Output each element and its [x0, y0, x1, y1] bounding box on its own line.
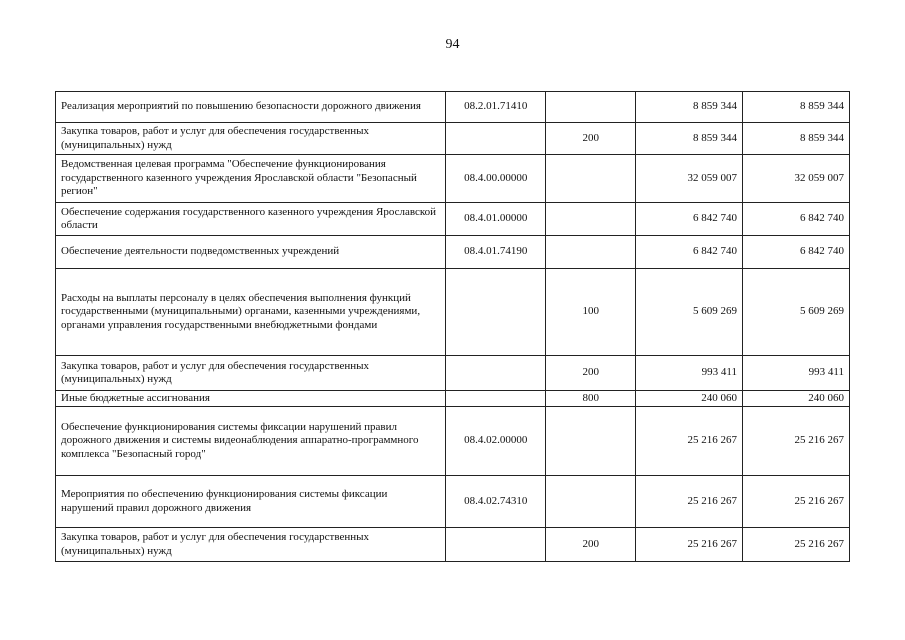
row-code-cell: [445, 269, 545, 356]
table-row: [56, 476, 850, 528]
row-name-cell: Обеспечение функционирования системы фиксации нарушений правил дорожного движения и системы видеонаблюдения аппаратно-программного комплекса "Безопасный город": [56, 407, 446, 476]
row-code-cell: 08.4.02.74310: [445, 476, 545, 528]
row-name-cell: Иные бюджетные ассигнования: [56, 391, 446, 407]
row-name-cell: Реализация мероприятий по повышению безопасности дорожного движения: [56, 92, 446, 123]
row-type-cell: 200: [546, 123, 636, 155]
row-type-cell: [546, 155, 636, 203]
row-type-cell: [546, 407, 636, 476]
table-row: [56, 155, 850, 203]
table-row: [56, 236, 850, 269]
row-amount-1-cell: 32 059 007: [636, 155, 743, 203]
row-name-cell: Закупка товаров, работ и услуг для обеспечения государственных (муниципальных) нужд: [56, 528, 446, 562]
table-row: [56, 203, 850, 236]
row-type-cell: [546, 203, 636, 236]
row-code-cell: 08.4.01.74190: [445, 236, 545, 269]
row-amount-1-cell: 240 060: [636, 391, 743, 407]
row-amount-2-cell: 25 216 267: [743, 407, 850, 476]
table-row: [56, 407, 850, 476]
table-row: [56, 92, 850, 123]
budget-table: [55, 91, 850, 562]
row-amount-2-cell: 25 216 267: [743, 528, 850, 562]
row-amount-2-cell: 8 859 344: [743, 92, 850, 123]
row-code-cell: 08.2.01.71410: [445, 92, 545, 123]
row-amount-1-cell: 8 859 344: [636, 123, 743, 155]
row-amount-2-cell: 993 411: [743, 356, 850, 391]
row-code-cell: 08.4.01.00000: [445, 203, 545, 236]
row-amount-2-cell: 25 216 267: [743, 476, 850, 528]
row-amount-2-cell: 8 859 344: [743, 123, 850, 155]
row-code-cell: [445, 356, 545, 391]
row-amount-2-cell: 6 842 740: [743, 203, 850, 236]
row-amount-1-cell: 25 216 267: [636, 407, 743, 476]
row-name-cell: Обеспечение содержания государственного казенного учреждения Ярославской области: [56, 203, 446, 236]
row-name-cell: Расходы на выплаты персоналу в целях обеспечения выполнения функций государственными (муниципальными) органами, казенными учреждениями, органами управления государственными внебюджетными фондами: [56, 269, 446, 356]
row-code-cell: 08.4.00.00000: [445, 155, 545, 203]
row-amount-1-cell: 993 411: [636, 356, 743, 391]
row-amount-2-cell: 240 060: [743, 391, 850, 407]
row-name-cell: Закупка товаров, работ и услуг для обеспечения государственных (муниципальных) нужд: [56, 356, 446, 391]
row-code-cell: [445, 528, 545, 562]
table-row: [56, 528, 850, 562]
row-amount-1-cell: 25 216 267: [636, 528, 743, 562]
row-amount-2-cell: 6 842 740: [743, 236, 850, 269]
row-type-cell: 200: [546, 356, 636, 391]
row-amount-1-cell: 25 216 267: [636, 476, 743, 528]
row-code-cell: 08.4.02.00000: [445, 407, 545, 476]
row-type-cell: [546, 476, 636, 528]
row-amount-1-cell: 5 609 269: [636, 269, 743, 356]
row-code-cell: [445, 123, 545, 155]
row-amount-1-cell: 6 842 740: [636, 203, 743, 236]
row-name-cell: Ведомственная целевая программа "Обеспечение функционирования государственного казенного учреждения Ярославской области "Безопасный регион": [56, 155, 446, 203]
row-type-cell: [546, 236, 636, 269]
page-number: 94: [445, 37, 460, 52]
row-amount-1-cell: 8 859 344: [636, 92, 743, 123]
row-type-cell: 800: [546, 391, 636, 407]
table-row: [56, 356, 850, 391]
row-type-cell: [546, 92, 636, 123]
row-name-cell: Закупка товаров, работ и услуг для обеспечения государственных (муниципальных) нужд: [56, 123, 446, 155]
row-amount-1-cell: 6 842 740: [636, 236, 743, 269]
row-amount-2-cell: 32 059 007: [743, 155, 850, 203]
row-type-cell: 100: [546, 269, 636, 356]
row-code-cell: [445, 391, 545, 407]
row-type-cell: 200: [546, 528, 636, 562]
row-amount-2-cell: 5 609 269: [743, 269, 850, 356]
table-row: [56, 123, 850, 155]
row-name-cell: Обеспечение деятельности подведомственных учреждений: [56, 236, 446, 269]
table-row: [56, 269, 850, 356]
table-row: [56, 391, 850, 407]
row-name-cell: Мероприятия по обеспечению функционирования системы фиксации нарушений правил дорожного движения: [56, 476, 446, 528]
